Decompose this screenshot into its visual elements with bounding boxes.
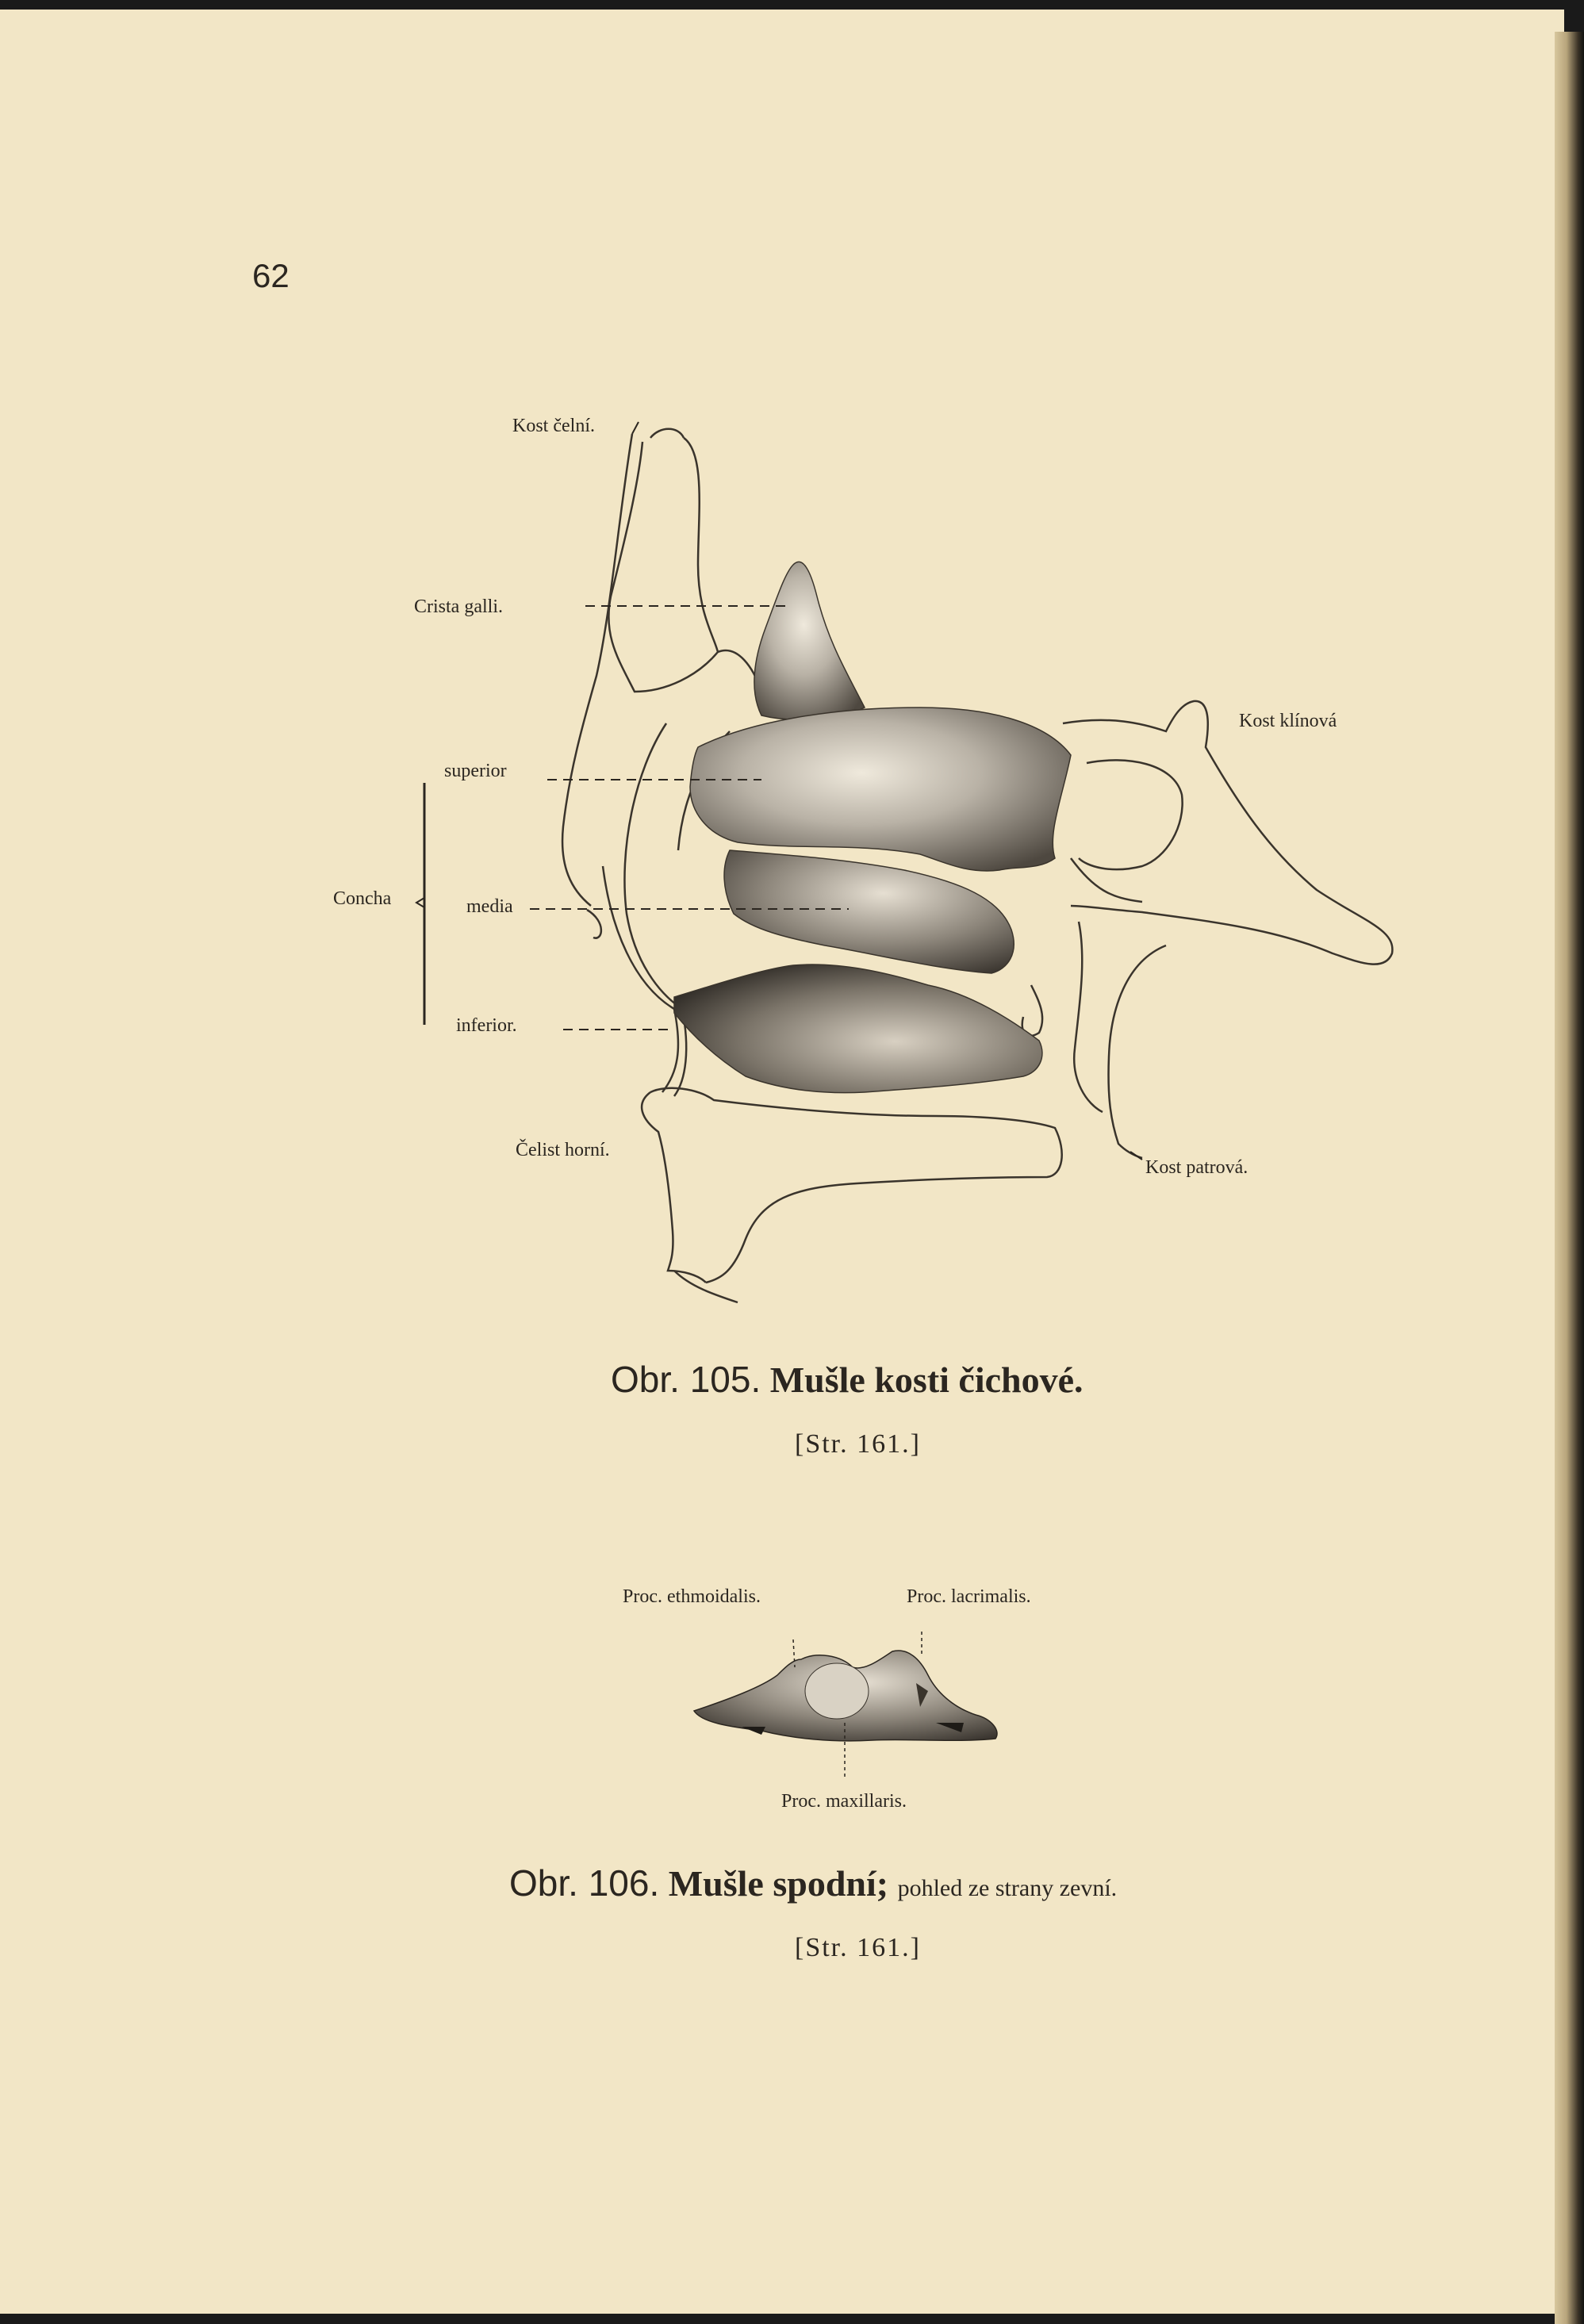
figure-105-caption: [611, 1358, 1083, 1401]
figure-106-note: pohled ze strany zevní.: [897, 1875, 1118, 1901]
crista-galli-bone: [754, 562, 865, 719]
label-kost-celni: Kost čelní.: [512, 416, 595, 436]
figure-105-illustration: [0, 10, 1564, 2314]
figure-106-number: Obr. 106.: [509, 1862, 660, 1904]
figure-106-caption: [509, 1862, 1117, 1904]
book-page: [0, 10, 1564, 2314]
figure-106-reference: [Str. 161.]: [795, 1933, 921, 1962]
label-inferior: inferior.: [456, 1015, 517, 1036]
label-celist-horni: Čelist horní.: [516, 1140, 610, 1160]
label-kost-klinova: Kost klínová: [1239, 711, 1337, 731]
figure-106-title: Mušle spodní;: [668, 1863, 889, 1904]
label-proc-maxillaris: Proc. maxillaris.: [781, 1791, 907, 1812]
book-spine-shadow: [1555, 32, 1584, 2324]
label-proc-lacrimalis: Proc. lacrimalis.: [907, 1586, 1031, 1607]
page-number: 62: [252, 257, 290, 294]
label-concha: Concha: [333, 888, 392, 909]
label-superior: superior: [444, 761, 507, 781]
concha-inferior-bone: [674, 964, 1042, 1093]
label-media: media: [466, 896, 513, 917]
figure-106-illustration: [694, 1632, 997, 1778]
figure-105-reference: [Str. 161.]: [795, 1429, 921, 1459]
concha-superior-bone: [690, 708, 1071, 871]
label-proc-ethmoidalis: Proc. ethmoidalis.: [623, 1586, 761, 1607]
figure-105-title: Mušle kosti čichové.: [769, 1360, 1083, 1400]
label-crista-galli: Crista galli.: [414, 596, 503, 617]
figure-105-number: Obr. 105.: [611, 1359, 761, 1400]
label-kost-patrova: Kost patrová.: [1145, 1157, 1248, 1178]
